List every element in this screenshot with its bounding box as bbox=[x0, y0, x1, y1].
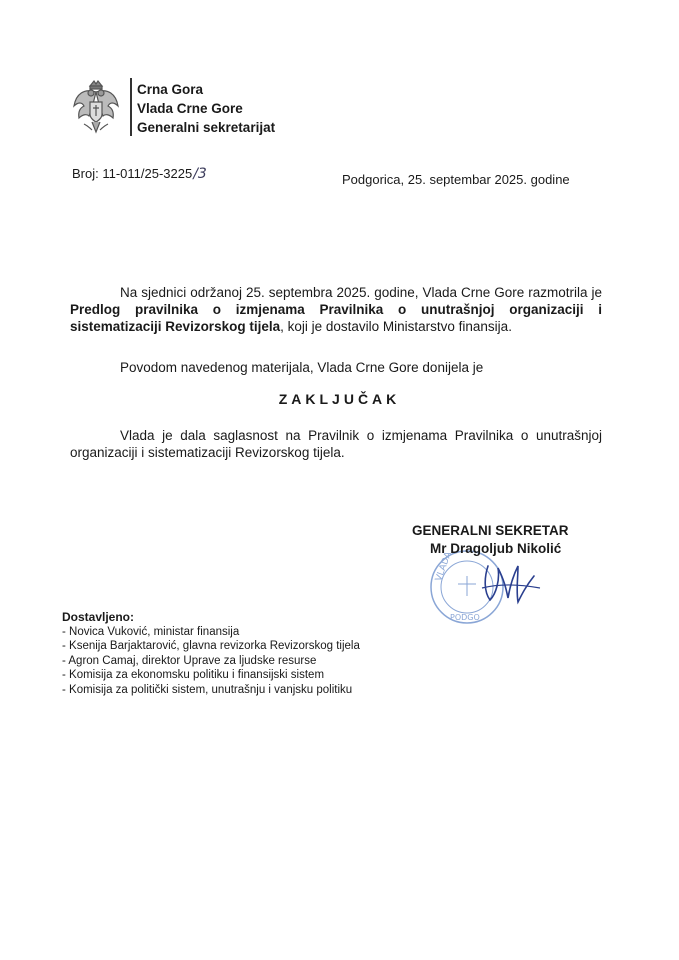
signatory-title: GENERALNI SEKRETAR bbox=[412, 523, 569, 538]
paragraph-decision-intro: Povodom navedenog materijala, Vlada Crne Gore donijela je bbox=[120, 360, 484, 375]
organization-block bbox=[137, 80, 275, 137]
place-date: Podgorica, 25. septembar 2025. godine bbox=[342, 172, 570, 187]
p1-start: Na sjednici održanoj 25. septembra 2025. godine, Vlada Crne Gore razmotrila je bbox=[120, 285, 602, 300]
conclusion-title: ZAKLJUČAK bbox=[278, 391, 401, 407]
svg-text:VLADA: VLADA bbox=[434, 550, 454, 583]
distribution-heading: Dostavljeno: bbox=[62, 610, 135, 624]
distribution-item: - Ksenija Barjaktarović, glavna revizorka Revizorskog tijela bbox=[62, 640, 360, 652]
distribution-item: - Agron Camaj, direktor Uprave za ljudske resurse bbox=[62, 654, 317, 667]
p1-end: , koji je dostavilo Ministarstvo finansija. bbox=[280, 319, 512, 334]
distribution-item: - Komisija za politički sistem, unutrašnju i vanjsku politiku bbox=[62, 683, 353, 696]
org-government: Vlada Crne Gore bbox=[137, 101, 243, 116]
svg-text:PODGO: PODGO bbox=[450, 613, 480, 622]
coat-of-arms-emblem bbox=[70, 78, 122, 136]
handwritten-suffix: /3 bbox=[193, 166, 207, 182]
org-country: Crna Gora bbox=[137, 82, 204, 97]
distribution-item: - Komisija za ekonomsku politiku i finansijski sistem bbox=[62, 669, 325, 681]
distribution-list bbox=[62, 610, 360, 697]
reference-number-text: Broj: 11-011/25-3225 bbox=[72, 166, 193, 181]
distribution-item: - Novica Vuković, ministar finansija bbox=[62, 625, 240, 638]
org-secretariat: Generalni sekretarijat bbox=[137, 120, 276, 135]
p1-bold-title: Predlog pravilnika o izmjenama Pravilnika o unutrašnjoj organizaciji i sistematizaciji Revizorskog tijela bbox=[70, 302, 602, 334]
handwritten-signature bbox=[478, 558, 548, 608]
header-divider bbox=[130, 78, 132, 136]
paragraph-conclusion: Vlada je dala saglasnost na Pravilnik o izmjenama Pravilnika o unutrašnjoj organizaciji i sistematizaciji Revizorskog tijela. bbox=[70, 428, 602, 460]
signatory-name: Mr Dragoljub Nikolić bbox=[430, 541, 562, 556]
paragraph-session bbox=[70, 284, 602, 335]
reference-number bbox=[72, 166, 207, 182]
